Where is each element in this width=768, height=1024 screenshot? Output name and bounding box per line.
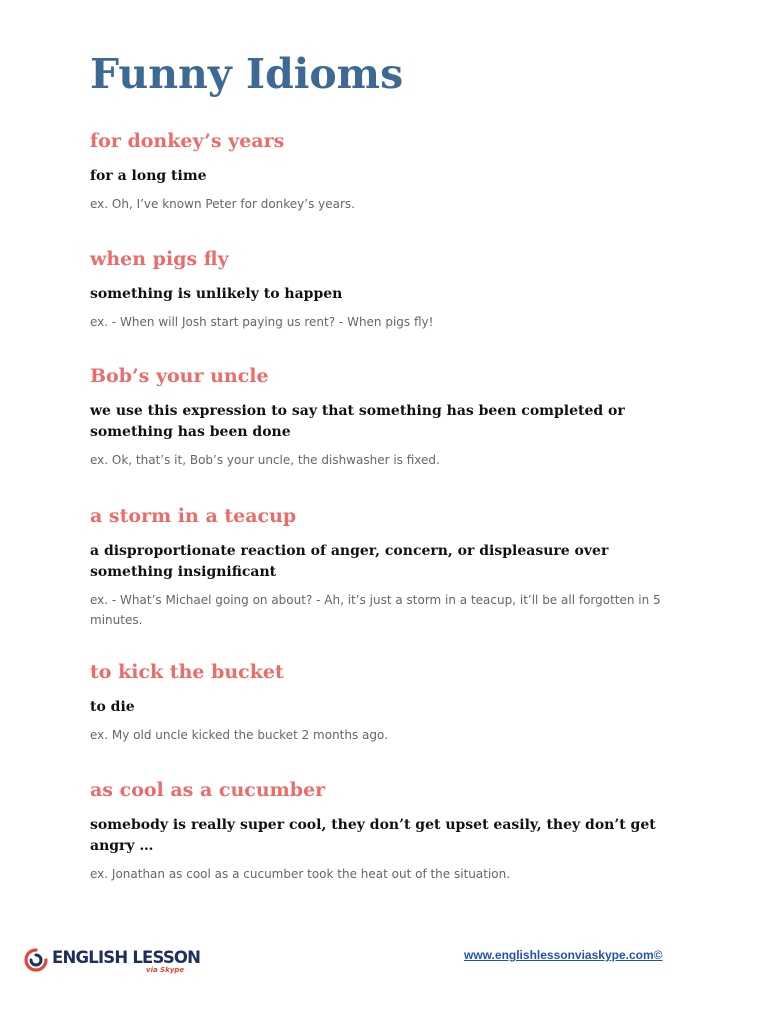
logo-subtext: via Skype [146,966,185,974]
logo-text: ENGLISH LESSON [52,948,201,967]
idiom-section [90,777,680,884]
idiom-heading: as cool as a cucumber [90,779,326,801]
idiom-meaning: somebody is really super cool, they don’t get upset easily, they don’t get angry … [90,817,656,854]
idiom-meaning: to die [90,699,135,715]
idiom-section [90,363,680,470]
idiom-example: ex. My old uncle kicked the bucket 2 months ago. [90,728,388,742]
page-title: Funny Idioms [90,50,404,98]
idiom-meaning: a disproportionate reaction of anger, concern, or displeasure over something insignificant [90,543,609,580]
idiom-example: ex. Ok, that’s it, Bob’s your uncle, the dishwasher is fixed. [90,453,440,467]
idiom-example: ex. - When will Josh start paying us rent? - When pigs fly! [90,315,434,329]
idiom-section [90,128,680,214]
idiom-section [90,659,680,745]
idiom-example: ex. - What’s Michael going on about? - Ah, it’s just a storm in a teacup, it’ll be all forgotten in 5 minutes. [90,593,661,627]
idiom-heading: a storm in a teacup [90,505,297,527]
idiom-section [90,503,680,630]
idiom-heading: when pigs fly [90,248,229,270]
idiom-example: ex. Oh, I’ve known Peter for donkey’s years. [90,197,355,211]
idiom-meaning: something is unlikely to happen [90,286,343,302]
idiom-example: ex. Jonathan as cool as a cucumber took the heat out of the situation. [90,867,511,881]
idiom-section [90,246,680,332]
idiom-heading: Bob’s your uncle [90,365,269,387]
idiom-heading: to kick the bucket [90,661,284,683]
logo-swirl-icon [24,948,48,972]
website-link[interactable]: www.englishlessonviaskype.com© [464,948,663,962]
footer-logo [24,944,201,978]
idiom-heading: for donkey’s years [90,130,285,152]
idiom-meaning: for a long time [90,168,207,184]
idiom-meaning: we use this expression to say that something has been completed or something has been done [90,403,625,440]
